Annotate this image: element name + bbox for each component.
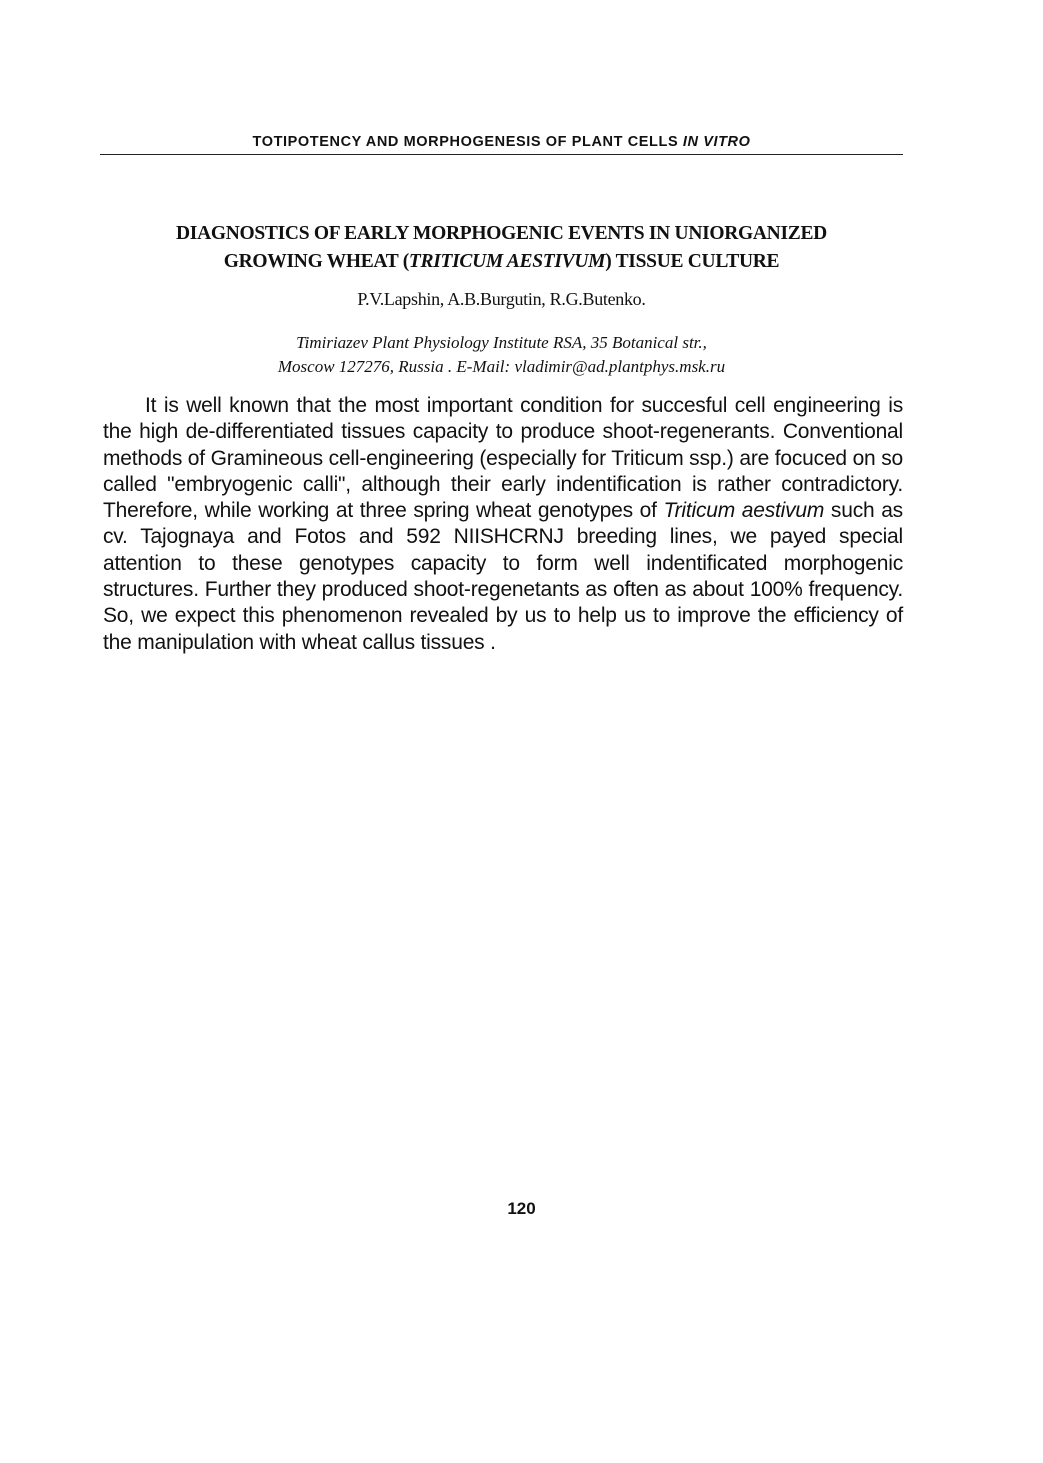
abstract-paragraph (103, 393, 903, 656)
authors: P.V.Lapshin, A.B.Burgutin, R.G.Butenko. (357, 289, 646, 309)
abstract-text-2: such as cv. Tajognaya and Fotos and 592 NIISHCRNJ breeding lines, we payed special attention to these genotypes capacity to form well indentificated morphogenic structures. Further they produced shoot-regenetants as often as about 100% frequency. So, we expect this phenomenon revealed by us to help us to improve the efficiency of the manipulation with wheat callus tissues . (103, 499, 903, 654)
running-header (100, 134, 903, 155)
running-header-italic: IN VITRO (682, 134, 751, 150)
abstract-text-1: It is well known that the most important condition for succesful cell engineering is the high de-differentiated tissues capacity to produce shoot-regenerants. Conventional methods of Gramineous cell-engineering (especially for Triticum ssp.) are focuced on so called "embryogenic calli", although their early indentification is rather contradictory. Therefore, while working at three spring wheat genotypes of (103, 394, 903, 523)
article-title (100, 220, 903, 276)
running-header-text: TOTIPOTENCY AND MORPHOGENESIS OF PLANT CELLS (252, 134, 683, 150)
affiliation-line-2: Moscow 127276, Russia . E-Mail: vladimir@ad.plantphys.msk.ru (277, 357, 726, 376)
title-line-2-end: ) TISSUE CULTURE (605, 251, 780, 272)
abstract-species-italic: Triticum aestivum (663, 499, 825, 523)
title-line-2 (100, 248, 903, 276)
title-species-italic: TRITICUM AESTIVUM (408, 251, 606, 272)
title-line-1: DIAGNOSTICS OF EARLY MORPHOGENIC EVENTS IN UNIORGANIZED (176, 223, 827, 244)
title-line-2-start: GROWING WHEAT ( (223, 251, 409, 272)
affiliation-line-1: Timiriazev Plant Physiology Institute RSA, 35 Botanical str., (296, 333, 707, 352)
affiliation (100, 331, 903, 379)
page-number: 120 (507, 1199, 536, 1218)
